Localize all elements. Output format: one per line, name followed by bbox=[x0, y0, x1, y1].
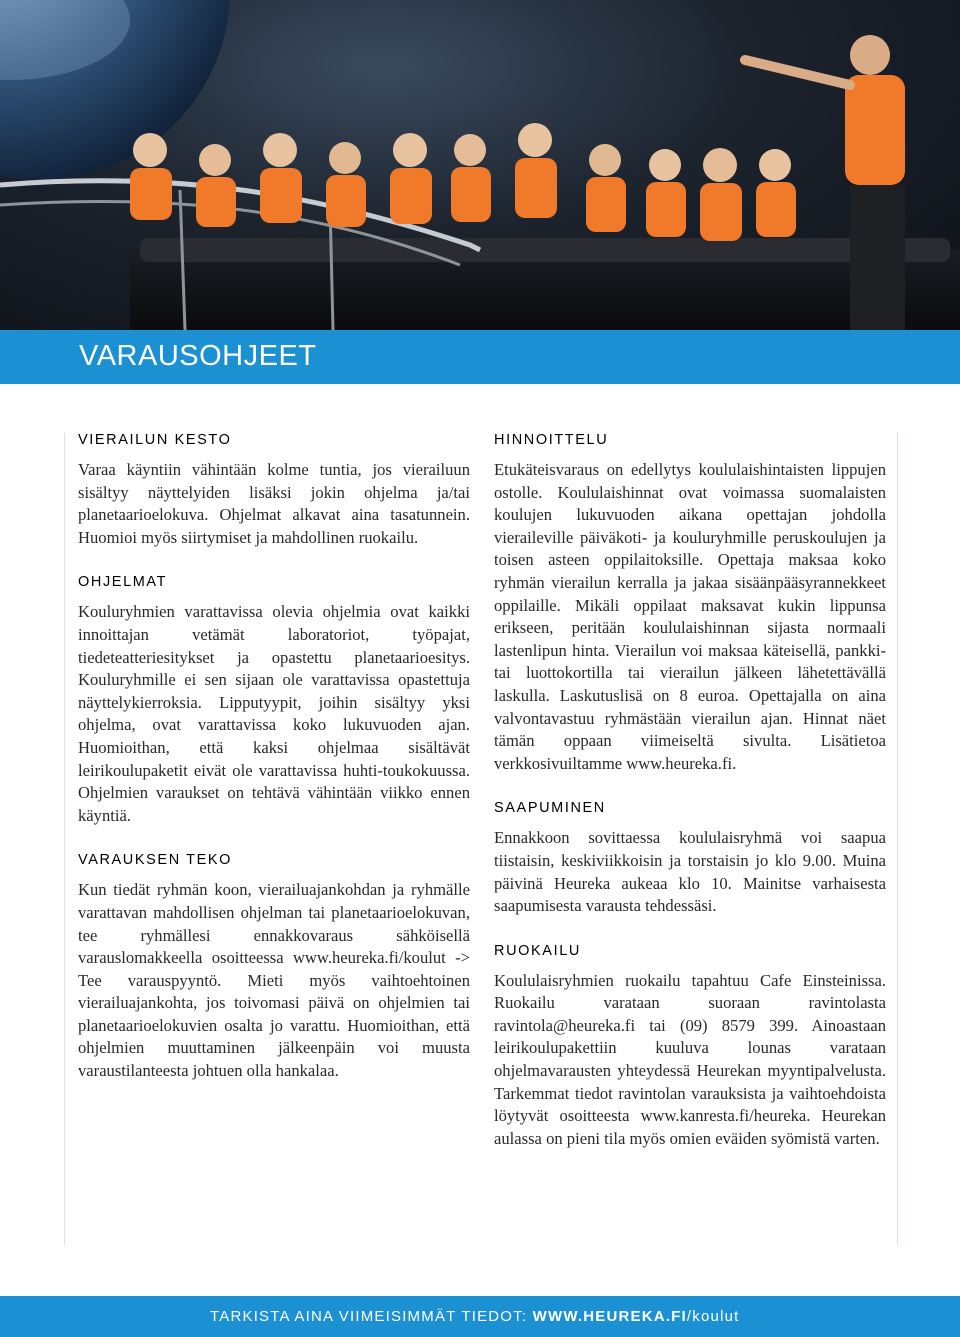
footer-prefix: TARKISTA AINA VIIMEISIMMÄT TIEDOT: bbox=[210, 1308, 533, 1325]
column-rule-left bbox=[64, 433, 65, 1245]
section-body: Kouluryhmien varattavissa olevia ohjelmia ovat kaikki innoittajan vetämät laboratoriot, työpajat, tiedeteatteriesitykset ja opastettu planetaarioesitys. Kouluryhmille ei sen sijaan ole varattavissa opastettuja näyttelykierroksia. Lipputyypit, joihin sisältyy yksi ohjelma, ovat varattavissa koko lukuvuoden ajan. Huomioithan, että kaksi ohjelmaa sisältävät leirikoulupaketit eivät ole varattavissa huhti-toukokuussa. Ohjelmien varaukset on tehtävä vähintään viikko ennen käyntiä. bbox=[78, 602, 470, 825]
section-ruokailu bbox=[494, 942, 886, 1151]
title-banner bbox=[0, 330, 960, 384]
footer-text bbox=[210, 1308, 740, 1325]
left-column bbox=[78, 431, 470, 1107]
footer-path: /koulut bbox=[686, 1308, 740, 1325]
section-title: HINNOITTELU bbox=[494, 432, 609, 448]
footer-bar bbox=[0, 1296, 960, 1337]
right-column bbox=[494, 431, 886, 1174]
section-title: SAAPUMINEN bbox=[494, 800, 606, 817]
section-body: Ennakkoon sovittaessa koululaisryhmä voi saapua tiistaisin, keskiviikkoisin ja torstaisin jo klo 9.00. Muina päivinä Heureka aukeaa klo 10. Mainitse varhaisesta saapumisesta varausta tehdessäsi. bbox=[494, 828, 886, 916]
column-rule-right bbox=[897, 433, 898, 1245]
section-body: Kun tiedät ryhmän koon, vierailuajankohdan ja ryhmälle varattavan mahdollisen ohjelman tai planetaarioelokuvan, tee ryhmällesi ennakkovaraus sähköisellä varauslomakkeella osoitteessa www.heureka.fi/koulut -> Tee varauspyyntö. Mieti myös vaihtoehtoinen vierailuajankohta, jos toivomasi päivä on ohjelmien tai planetaarioelokuvien osalta jo varattu. Huomioithan, että ohjelmien muuttaminen jälkeenpäin voi muusta varaustilanteesta johtuen olla hankalaa. bbox=[78, 880, 470, 1081]
header-photo bbox=[0, 0, 960, 330]
section-ohjelmat bbox=[78, 573, 470, 827]
section-vierailun-kesto bbox=[78, 431, 470, 549]
page-title: VARAUSOHJEET bbox=[79, 340, 317, 372]
section-title: RUOKAILU bbox=[494, 942, 581, 959]
planetarium-photo-illustration bbox=[0, 0, 960, 330]
section-title: VARAUKSEN TEKO bbox=[78, 852, 233, 869]
section-title: VIERAILUN KESTO bbox=[78, 432, 232, 448]
section-title: OHJELMAT bbox=[78, 574, 168, 591]
footer-site-link[interactable]: WWW.HEUREKA.FI bbox=[532, 1308, 687, 1325]
section-saapuminen bbox=[494, 799, 886, 917]
bench bbox=[140, 238, 950, 262]
section-body: Koululaisryhmien ruokailu tapahtuu Cafe Einsteinissa. Ruokailu varataan suoraan ravintolasta ravintola@heureka.fi tai (09) 8579 399. Ainoastaan leirikoulupakettiin kuuluva lounas varataan ohjelmavarausten yhteydessä Heurekan myyntipalvelusta. Tarkemmat tiedot ravintolan varauksista ja vaihtoehdoista löytyvät osoitteesta www.kanresta.fi/heureka. Heurekan aulassa on pieni tila myös omien eväiden syömistä varten. bbox=[494, 970, 886, 1148]
section-hinnoittelu bbox=[494, 431, 886, 775]
children-group bbox=[130, 123, 796, 241]
section-varauksen-teko bbox=[78, 851, 470, 1082]
section-body: Etukäteisvaraus on edellytys koululaishintaisten lippujen ostolle. Koululaishinnat ovat voimassa suomalaisten koulujen lukuvuoden aikana opettajan johdolla vieraileville päiväkoti- ja kouluryhmille peruskoulujen ja toisen asteen oppilaitoksille. Opettaja maksaa koko ryhmän vierailun kerralla ja jakaa sisäänpääsyrannekkeet oppilaille. Mikäli oppilaat maksavat kukin lippunsa erikseen, peritään koululaishinnan sijasta normaali lastenlipun hinta. Vierailun voi maksaa käteisellä, pankki- tai luottokortilla tai vierailun jälkeen lähetettävällä laskulla. Laskutuslisä on 8 euroa. Opettajalla on aina valvontavastuu ryhmästään vierailun ajan. Hinnat näet tämän oppaan viimeiseltä sivulta. Lisätietoa verkkosivuiltamme www.heureka.fi. bbox=[494, 460, 886, 773]
section-body: Varaa käyntiin vähintään kolme tuntia, jos vierailuun sisältyy näyttelyiden lisäksi jokin ohjelma ja/tai planetaarioelokuva. Ohjelmat alkavat aina tasatunnein. Huomioi myös siirtymiset ja mahdollinen ruokailu. bbox=[78, 460, 470, 547]
